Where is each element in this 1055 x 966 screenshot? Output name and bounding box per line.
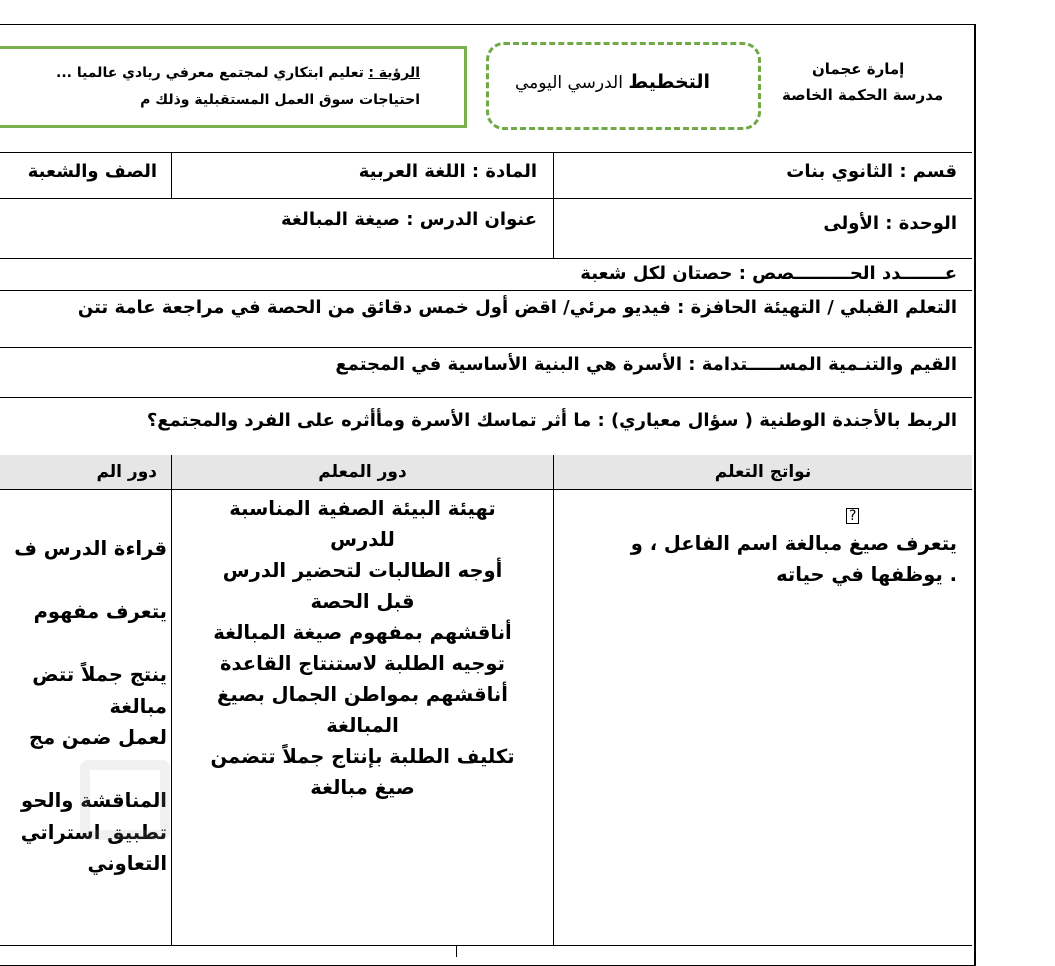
outcomes-cell	[631, 528, 957, 590]
class-section-field: الصف والشعبة	[27, 161, 157, 182]
teacher-line: أناقشهم بمفهوم صيغة المبالغة	[213, 621, 512, 644]
lesson-title-field: عنوان الدرس : صيغة المبالغة	[280, 209, 537, 230]
teacher-line: تكليف الطلبة بإنتاج جملاً تتضمن	[210, 745, 515, 768]
col-student-header: دور الم	[96, 462, 157, 482]
lesson-plan-title	[515, 73, 710, 92]
outcome-line: يتعرف صيغ مبالغة اسم الفاعل ، و	[630, 532, 957, 555]
values-field: القيم والتنـمية المســـــتدامة : الأسرة هي البنية الأساسية في المجتمع	[335, 354, 957, 375]
col-teacher-header: دور المعلم	[318, 462, 407, 482]
outcome-line: . يوظفها في حياته	[776, 563, 957, 586]
school-name: مدرسة الحكمة الخاصة	[782, 86, 944, 104]
teacher-role-cell	[172, 493, 553, 803]
student-line: قراءة الدرس ف	[14, 537, 167, 560]
teacher-line: صيغ مبالغة	[310, 776, 415, 799]
vision-label: الرؤية :	[368, 65, 420, 81]
watermark-logo	[80, 760, 170, 840]
teacher-line: توجيه الطلبة لاستنتاج القاعدة	[220, 652, 505, 675]
student-line: تطبيق استراتي	[20, 820, 167, 844]
outcome-bullet-symbol: ?	[846, 508, 859, 524]
emirate-name: إمارة عجمان	[812, 60, 905, 78]
title-bold-part: التخطيط	[628, 71, 711, 93]
national-agenda-field: الربط بالأجندة الوطنية ( سؤال معياري) : ما أثر تماسك الأسرة ومأأثره على الفرد والمجتمع؟	[146, 410, 957, 431]
vision-line-1	[56, 66, 420, 80]
teacher-line: تهيئة البيئة الصفية المناسبة	[229, 497, 496, 520]
lesson-plan-title-box	[486, 42, 761, 130]
periods-field: عـــــــدد الحـــــــــصص : حصتان لكل شعبة	[580, 263, 957, 284]
unit-field: الوحدة : الأولى	[823, 213, 957, 234]
teacher-line: المبالغة	[326, 714, 399, 737]
teacher-line: قبل الحصة	[310, 590, 415, 613]
vision-text-1: تعليم ابتكاري لمجتمع معرفي ريادي عالميا ...	[56, 65, 364, 81]
teacher-line: أناقشهم بمواطن الجمال بصيغ	[217, 683, 508, 706]
vision-box	[0, 46, 467, 128]
student-line: المناقشة والحو	[21, 789, 167, 812]
student-line	[14, 628, 167, 660]
student-line: التعاوني	[87, 852, 167, 875]
teacher-line: أوجه الطالبات لتحضير الدرس	[222, 559, 503, 582]
prior-learning-field: التعلم القبلي / التهيئة الحافزة : فيديو مرئي/ اقض أول خمس دقائق من الحصة في مراجعة عامة تتن	[77, 297, 957, 318]
student-line: ينتج جملاً تتض	[32, 663, 167, 686]
department-field: قسم : الثانوي بنات	[786, 161, 957, 182]
student-line: لعمل ضمن مج	[29, 726, 167, 749]
subject-field: المادة : اللغة العربية	[358, 161, 537, 182]
student-line	[14, 565, 167, 597]
student-line: مبالغة	[109, 694, 167, 718]
title-rest-part: الدرسي اليومي	[515, 73, 623, 93]
teacher-line: للدرس	[330, 528, 395, 551]
student-line: يتعرف مفهوم	[33, 600, 167, 623]
col-outcomes-header: نواتج التعلم	[714, 462, 812, 482]
vision-line-2: احتياجات سوق العمل المستقبلية وذلك م	[140, 92, 420, 108]
